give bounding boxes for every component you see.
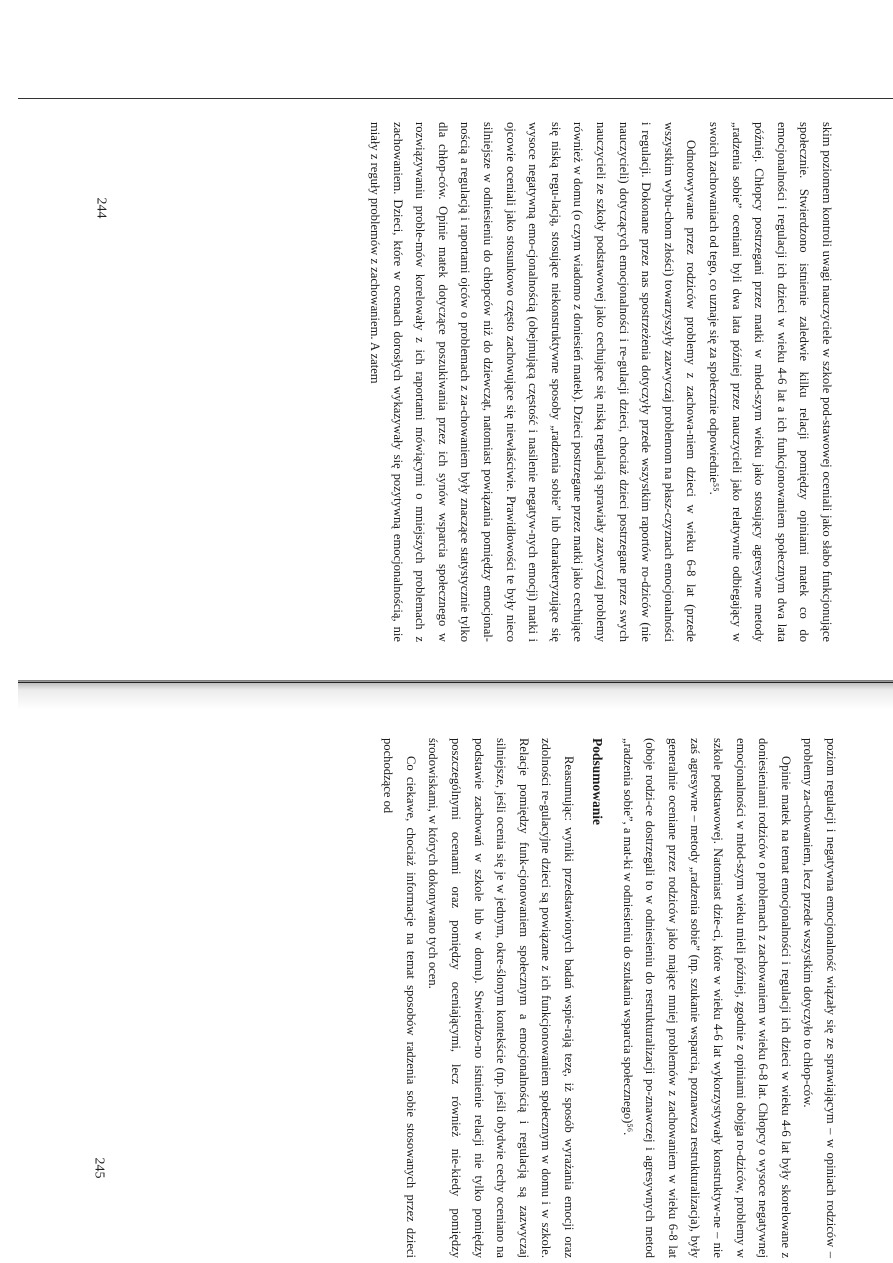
paragraph: skim poziomem kontroli uwagi nauczyciele w szkole pod-stawowej oceniali jako słabo funkcjonujące społecznie. Stwierdzono istnienie zaledwie kilku relacji pomiędzy opiniami matek co do emocjonalności i regulacji ich dzieci w wieku 4-6 lat a ich funkcjonowaniem społecznym dwa lata później. Chłopcy postrzegani przez matki w młod-szym wieku jako stosujący agresywne metody „radzenia sobie” oceniani byli dwa lata później przez nauczycieli jako relatywnie odbiegający w swoich zachowaniach od tego, co uznaje się za społecznie odpowiednie⁵⁵. [707,122,834,642]
book-spine-shadow [18,680,893,710]
paragraph: Co ciekawe, chociaż informacje na temat sposobów radzenia sobie stosowanych przez dzieci pochodzące od [381,738,418,1258]
paragraph: Odnotowywane przez rodziców problemy z zachowa-niem dzieci w wieku 6-8 lat (przede wszystkim wybu-chom złości) towarzyszyły zazwyczaj problemom na płasz-czyznach emocjonalności i regulacji. Dokonane przez nas spostrzeżenia dotyczyły przede wszystkim raportów ro-dziców (nie nauczycieli) dotyczących emocjonalności i re-gulacji dzieci, chociaż dzieci postrzegane przez swych nauczycieli ze szkoły podstawowej jako cechujące się niską regulacją sprawiały zazwyczaj problemy również w domu (o czym wiadomo z doniesień matek). Dzieci postrzegane przez matki jako cechujące się niską regu-lacją, stosujące niekonstruktywne sposoby „radzenia sobie” lub charakteryzujące się wysoce negatywną emo-cjonalnością (obejmującą częstość i nasilenie negatyw-nych emocji) matki i ojcowie oceniali jako stosunkowo często zachowujące się niewłaściwie. Prawidłowości te były nieco silniejsze w odniesieniu do chłopców niż do dziewcząt, natomiast powiązania pomiędzy emocjonal-nością a regulacją i raportami ojców o problemach z za-chowaniem były znaczące statystycznie tylko dla chłop-ców. Opinie matek dotyczące poszukiwania przez ich synów wsparcia społecznego w rozwiązywaniu proble-mów korelowały z ich raportami mówiącymi o mniejszych problemach z zachowaniem. Dzieci, które w ocenach dorosłych wykazywały się pozytywną emocjonalnością, nie miały z reguły problemów z zachowaniem. A zatem [368,122,699,642]
section-heading: Podsumowanie [590,738,606,826]
page-number: 245 [91,1157,107,1179]
scan-top-edge-line [18,98,893,99]
page-245-text-block [377,738,842,1258]
page-244-text-block [364,122,838,642]
paragraph: Reasumując: wyniki przedstawionych badań wspie-rają tezę, iż sposób wyrażania emocji oraz zdolności re-gulacyjne dzieci są powiązane z ich funkcjonowaniem społecznym w domu i w szkole. Relacje pomiędzy funk-cjonowaniem społecznym a emocjonalnością i regulacją są zazwyczaj silniejsze, jeśli ocenia się je w jednym, okre-ślonym kontekście (np. jeśli obydwie cechy oceniano na podstawie zachowań w szkole lub w domu). Stwierdzo-no istnienie relacji nie tylko pomiędzy poszczególnymi ocenami oraz pomiędzy oceniającymi, lecz również nie-kiedy pomiędzy środowiskami, w których dokonywano tych ocen. [426,738,577,1258]
paragraph: Opinie matek na temat emocjonalności i regulacji ich dzieci w wieku 4-6 lat były skorelowane z doniesieniami rodziców o problemach z zachowaniem w wieku 6-8 lat. Chłopcy o wysoce negatywnej emocjonalności w młod-szym wieku mieli później, zgodnie z opiniami obojga ro-dziców, problemy w szkole podstawowej. Natomiast dzie-ci, które w wieku 4-6 lat wykorzystywały konstruktyw-ne – nie zaś agresywne – metody „radzenia sobie” (np. szukanie wsparcia, poznawcza restrukturalizacja), były generalnie oceniane przez rodziców jako mające mniej problemów z zachowaniem w wieku 6-8 lat (oboje rodzi-ce dostrzegali to w odniesieniu do restrukturalizacji po-znawczej i agresywnych metod „radzenia sobie”, a mat-ki w odniesieniu do szukania wsparcia społecznego)⁵⁶. [620,738,793,1258]
page-number: 244 [93,197,109,219]
paragraph: poziom regulacji i negatywna emocjonalność wiązały się ze sprawiającym – w opiniach rodziców – problemy za-chowaniem, lecz przede wszystkim dotyczyło to chłop-ców. [801,738,838,1258]
book-spine-line [18,682,893,683]
